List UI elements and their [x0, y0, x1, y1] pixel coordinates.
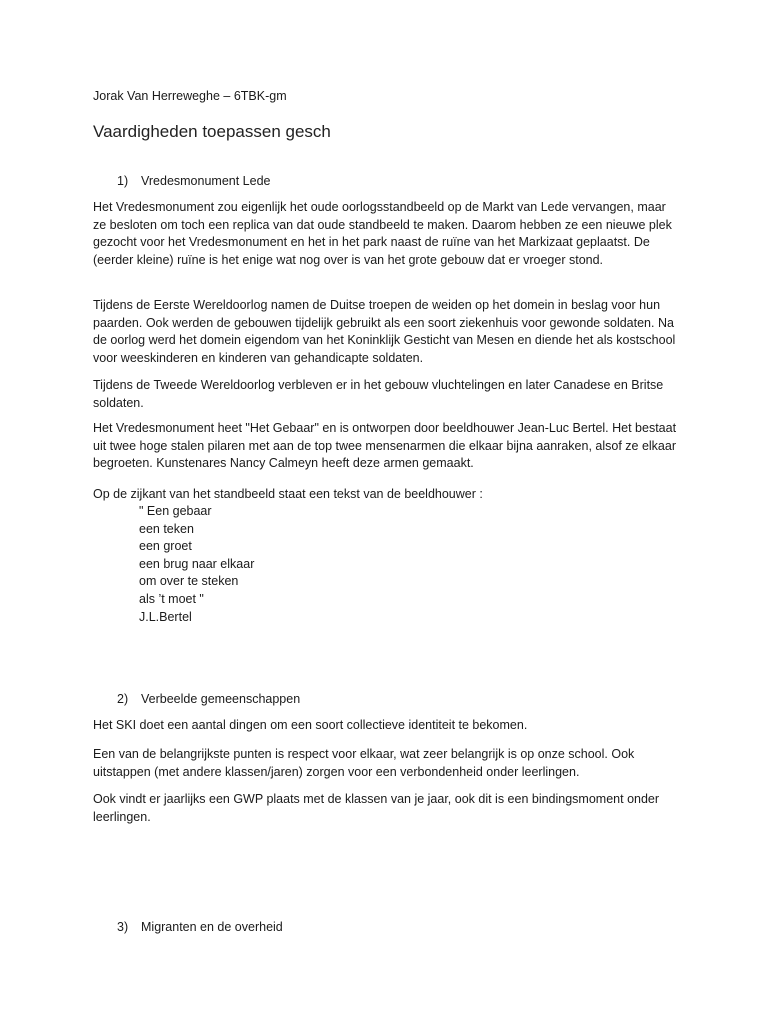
author-line: Jorak Van Herreweghe – 6TBK-gm [93, 89, 287, 103]
paragraph: Het Vredesmonument heet "Het Gebaar" en is ontworpen door beeldhouwer Jean-Luc Bertel. Het bestaat uit twee hoge stalen pilaren met aan de top twee mensenarmen die elkaar bijna aanraken, alsof ze elkaar begroeten. Kunstenares Nancy Calmeyn heeft deze armen gemaakt. [93, 421, 677, 471]
poem-line: een teken [139, 521, 194, 536]
poem-line: om over te steken [139, 574, 239, 589]
section-number: 1) [117, 174, 129, 188]
poem-line: een groet [139, 539, 192, 554]
poem-signature: J.L.Bertel [139, 609, 192, 624]
section-number: 3) [117, 920, 129, 934]
paragraph: Tijdens de Eerste Wereldoorlog namen de Duitse troepen de weiden op het domein in beslag voor hun paarden. Ook werden de gebouwen tijdelijk gebruikt als een soort ziekenhuis voor gewonde soldaten. Na de oorlog werd het domein eigendom van het Koninklijk Gesticht van Mesen en diende het als kostschool voor weeskinderen en kinderen van gehandicapte soldaten. [93, 298, 676, 365]
section-heading-2 [117, 691, 300, 707]
paragraph: Ook vindt er jaarlijks een GWP plaats met de klassen van je jaar, ook dit is een bindingsmoment onder leerlingen. [93, 792, 660, 824]
section-heading-text: Verbeelde gemeenschappen [141, 692, 301, 706]
paragraph: Het SKI doet een aantal dingen om een soort collectieve identiteit te bekomen. [93, 718, 528, 732]
paragraph: Het Vredesmonument zou eigenlijk het oude oorlogsstandbeeld op de Markt van Lede vervangen, maar ze besloten om toch een replica van dat oude standbeeld te maken. Daarom hebben ze een nieuwe plek gezocht voor het Vredesmonument en het in het park naast de ruïne van het Markizaat geplaatst. De (eerder kleine) ruïne is het enige wat nog over is van het grote gebouw dat er vroeger stond. [93, 200, 672, 267]
paragraph: Op de zijkant van het standbeeld staat een tekst van de beeldhouwer : [93, 487, 483, 501]
document-title: Vaardigheden toepassen gesch [93, 122, 331, 141]
poem-line: " Een gebaar [139, 504, 212, 518]
section-heading-text: Migranten en de overheid [141, 920, 283, 934]
section-number: 2) [117, 692, 129, 706]
poem-line: als ’t moet " [139, 591, 204, 606]
section-heading-3 [117, 919, 283, 935]
section-heading-text: Vredesmonument Lede [141, 174, 271, 188]
paragraph: Een van de belangrijkste punten is respect voor elkaar, wat zeer belangrijk is op onze school. Ook uitstappen (met andere klassen/jaren) zorgen voor een verbondenheid onder leerlingen. [93, 747, 635, 779]
paragraph: Tijdens de Tweede Wereldoorlog verbleven er in het gebouw vluchtelingen en later Canadese en Britse soldaten. [93, 378, 664, 410]
section-heading-1 [117, 173, 270, 189]
poem-quote [139, 503, 254, 626]
poem-line: een brug naar elkaar [139, 556, 255, 571]
